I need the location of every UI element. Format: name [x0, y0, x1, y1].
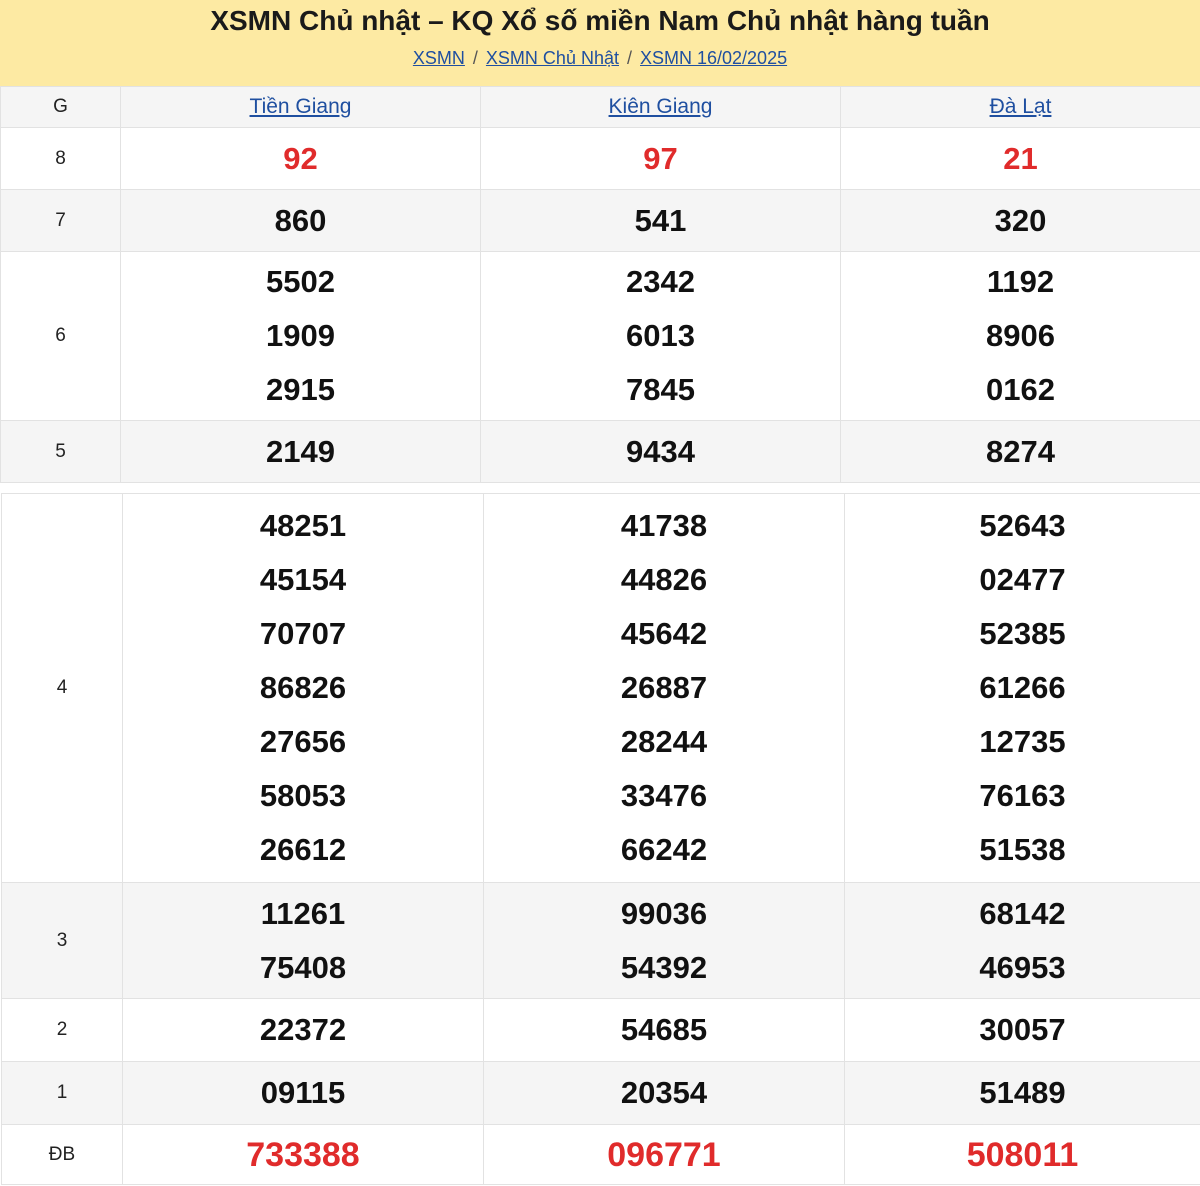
station-header-da-lat: [841, 87, 1200, 128]
prize-number: 45154: [259, 562, 347, 597]
prize-number: 41738: [620, 508, 708, 543]
prize-cell: [484, 883, 845, 999]
prize-number: 1909: [266, 318, 335, 353]
prize-label: 2: [2, 999, 123, 1062]
prize-number: 28244: [620, 724, 708, 759]
prize-cell: [481, 421, 841, 483]
prize-row-2: [2, 999, 1200, 1062]
station-link-tien-giang[interactable]: Tiền Giang: [249, 95, 352, 118]
prize-label: 7: [1, 190, 121, 252]
prize-number: 27656: [259, 724, 347, 759]
prize-number: 68142: [979, 895, 1066, 931]
prize-number: 8274: [986, 433, 1055, 469]
prize-number: 26612: [259, 832, 347, 867]
prize-number: 541: [634, 202, 687, 238]
prize-number: 58053: [259, 778, 347, 813]
prize-number: 97: [643, 140, 678, 176]
prize-cell: [484, 1062, 845, 1125]
breadcrumb-separator: /: [472, 48, 478, 68]
prize-number: 70707: [259, 616, 347, 651]
prize-cell: [123, 1125, 484, 1185]
prize-number: 86826: [259, 670, 347, 705]
results-table-bottom: [1, 493, 1200, 1185]
prize-cell: [484, 999, 845, 1062]
prize-label: 5: [1, 421, 121, 483]
prize-cell: [121, 128, 481, 190]
prize-row-5: [1, 421, 1200, 483]
prize-cell: [845, 1062, 1200, 1125]
prize-cell: [841, 190, 1200, 252]
prize-number: 54392: [620, 949, 708, 985]
breadcrumb-separator: /: [626, 48, 632, 68]
prize-row-4: [2, 494, 1200, 883]
prize-number: 48251: [259, 508, 347, 543]
prize-row-special: [2, 1125, 1200, 1185]
station-link-da-lat[interactable]: Đà Lạt: [989, 95, 1052, 118]
prize-number: 320: [994, 202, 1047, 238]
prize-number: 11261: [260, 895, 346, 931]
station-header-tien-giang: [121, 87, 481, 128]
breadcrumb-xsmn[interactable]: XSMN: [412, 48, 465, 68]
prize-number: 2915: [266, 372, 335, 407]
prize-number: 52643: [979, 508, 1066, 543]
prize-number: 09115: [260, 1075, 346, 1110]
prize-cell: [121, 252, 481, 421]
prize-number: 26887: [620, 670, 708, 705]
prize-number: 20354: [620, 1075, 708, 1110]
prize-row-7: [1, 190, 1200, 252]
prize-label: 8: [1, 128, 121, 190]
prize-number: 52385: [979, 616, 1066, 651]
prize-cell: [123, 494, 484, 883]
prize-label: 4: [2, 494, 123, 883]
prize-cell: [121, 421, 481, 483]
prize-cell: [845, 1125, 1200, 1185]
prize-cell: [845, 883, 1200, 999]
page-header: [0, 0, 1200, 86]
prize-row-3: [2, 883, 1200, 999]
prize-label: 1: [2, 1062, 123, 1125]
prize-number: 44826: [620, 562, 708, 597]
prize-cell: [845, 494, 1200, 883]
prize-number: 8906: [986, 318, 1055, 353]
prize-number: 1192: [986, 264, 1055, 299]
prize-cell: [481, 190, 841, 252]
prize-label: 6: [1, 252, 121, 421]
prize-number: 30057: [979, 1012, 1066, 1047]
prize-cell: [841, 128, 1200, 190]
prize-number: 76163: [979, 778, 1066, 813]
prize-cell: [481, 128, 841, 190]
prize-number: 92: [283, 140, 318, 176]
prize-number: 2342: [626, 264, 695, 299]
prize-cell: [841, 252, 1200, 421]
page-title: XSMN Chủ nhật – KQ Xổ số miền Nam Chủ nhật hàng tuần: [210, 5, 990, 36]
prize-number: 0162: [986, 372, 1055, 407]
prize-number: 75408: [259, 949, 347, 985]
prize-number: 7845: [626, 372, 695, 407]
breadcrumb-xsmn-chu-nhat[interactable]: XSMN Chủ Nhật: [485, 48, 619, 68]
table-header-row: [1, 87, 1200, 128]
prize-number: 99036: [620, 895, 708, 931]
prize-number: 860: [274, 202, 327, 238]
prize-number: 12735: [979, 724, 1066, 759]
prize-number: 66242: [620, 832, 708, 867]
prize-number: 61266: [979, 670, 1066, 705]
prize-row-6: [1, 252, 1200, 421]
prize-cell: [481, 252, 841, 421]
prize-row-8: [1, 128, 1200, 190]
prize-number: 21: [1003, 140, 1038, 176]
prize-number: 54685: [620, 1012, 708, 1047]
prize-number: 9434: [626, 433, 695, 469]
breadcrumb-xsmn-date[interactable]: XSMN 16/02/2025: [640, 48, 788, 68]
prize-number: 45642: [620, 616, 708, 651]
jackpot-number: 096771: [607, 1135, 721, 1174]
breadcrumb: [0, 48, 1200, 69]
prize-number: 5502: [266, 264, 335, 299]
prize-label: ĐB: [2, 1125, 123, 1185]
prize-row-1: [2, 1062, 1200, 1125]
prize-cell: [841, 421, 1200, 483]
jackpot-number: 733388: [246, 1135, 360, 1174]
prize-number: 2149: [266, 433, 335, 469]
prize-number: 6013: [626, 318, 695, 353]
station-header-kien-giang: [481, 87, 841, 128]
prize-cell: [484, 494, 845, 883]
prize-number: 51538: [979, 832, 1066, 867]
prize-cell: [123, 1062, 484, 1125]
prize-cell: [123, 883, 484, 999]
prize-number: 33476: [620, 778, 708, 813]
prize-label: 3: [2, 883, 123, 999]
prize-column-header: G: [1, 87, 121, 128]
prize-cell: [123, 999, 484, 1062]
results-table-top: [0, 86, 1200, 483]
jackpot-number: 508011: [966, 1135, 1079, 1174]
prize-cell: [121, 190, 481, 252]
station-link-kien-giang[interactable]: Kiên Giang: [608, 95, 713, 118]
prize-cell: [484, 1125, 845, 1185]
prize-number: 22372: [259, 1012, 347, 1047]
prize-number: 51489: [979, 1075, 1066, 1110]
prize-number: 46953: [979, 949, 1066, 985]
prize-cell: [845, 999, 1200, 1062]
prize-number: 02477: [979, 562, 1066, 597]
